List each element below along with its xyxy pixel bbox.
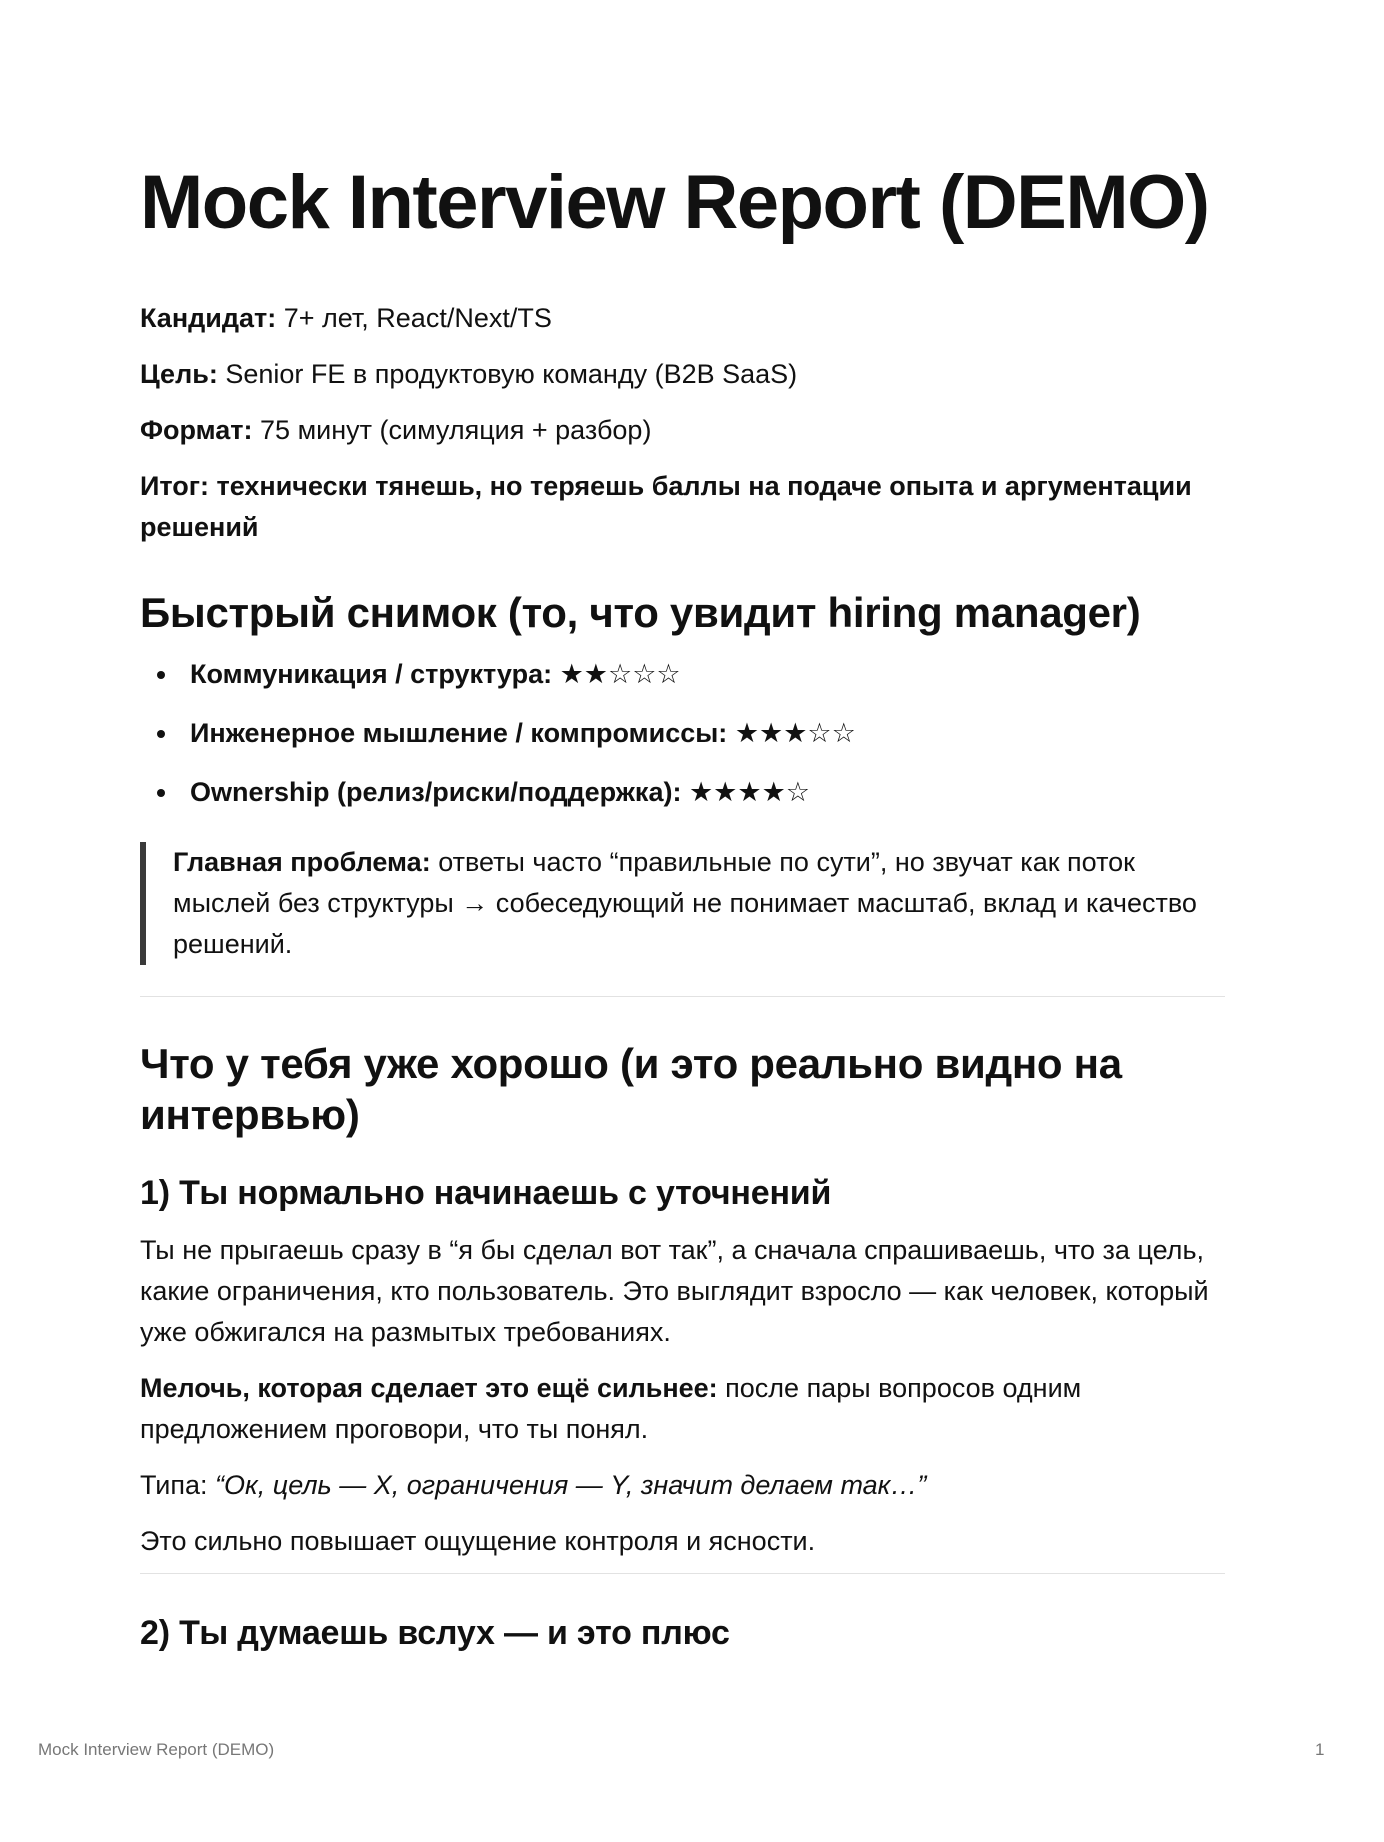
strength-1-conclusion: Это сильно повышает ощущение контроля и ясности. [140, 1526, 816, 1556]
snapshot-heading: Быстрый снимок (то, что увидит hiring manager) [140, 589, 1141, 636]
rating-stars: ★★★☆☆ [734, 718, 856, 748]
divider [140, 996, 1225, 997]
ratings-list [140, 654, 856, 831]
quote-label: Главная проблема: [173, 847, 431, 877]
quote-text: ответы часто “правильные по сути”, но звучат как поток мыслей без структуры → собеседующий не понимает масштаб, вклад и качество решений. [173, 847, 1197, 959]
main-problem-quote [140, 842, 1225, 965]
strength-1-tip [140, 1368, 1225, 1450]
rating-label: Ownership (релиз/риски/поддержка): [190, 777, 682, 807]
example-prefix: Типа: [140, 1470, 216, 1500]
strength-1-paragraph: Ты не прыгаешь сразу в “я бы сделал вот так”, а сначала спрашиваешь, что за цель, какие ограничения, кто пользователь. Это выглядит взросло — как человек, который уже обжигался на размытых требованиях. [140, 1235, 1209, 1347]
page-title: Mock Interview Report (DEMO) [140, 160, 1209, 245]
meta-goal-value: Senior FE в продуктовую команду (B2B SaaS) [217, 359, 798, 389]
example-text: “Ок, цель — X, ограничения — Y, значит делаем так…” [215, 1470, 927, 1500]
rating-stars: ★★☆☆☆ [559, 659, 681, 689]
meta-candidate-label: Кандидат: [140, 303, 277, 333]
meta-format [140, 410, 1225, 451]
meta-goal-label: Цель: [140, 359, 218, 389]
meta-format-label: Формат: [140, 415, 253, 445]
strength-1-example [140, 1465, 1225, 1506]
rating-label: Инженерное мышление / компромиссы: [190, 718, 728, 748]
meta-result-text: Итог: технически тянешь, но теряешь баллы на подаче опыта и аргументации решений [140, 471, 1192, 542]
divider [140, 1573, 1225, 1574]
meta-goal [140, 354, 1225, 395]
strength-1-body [140, 1230, 1225, 1577]
meta-result [140, 466, 1225, 548]
bullet-icon [157, 730, 165, 738]
meta-candidate-value: 7+ лет, React/Next/TS [276, 303, 552, 333]
list-item [140, 713, 856, 772]
footer-title: Mock Interview Report (DEMO) [38, 1740, 275, 1759]
bullet-icon [157, 671, 165, 679]
rating-label: Коммуникация / структура: [190, 659, 553, 689]
strengths-heading: Что у тебя уже хорошо (и это реально видно на интервью) [140, 1040, 1122, 1138]
strength-1-heading: 1) Ты нормально начинаешь с уточнений [140, 1174, 832, 1212]
meta-candidate [140, 298, 1225, 339]
strength-2-heading: 2) Ты думаешь вслух — и это плюс [140, 1614, 730, 1652]
tip-label: Мелочь, которая сделает это ещё сильнее: [140, 1373, 718, 1403]
rating-stars: ★★★★☆ [688, 777, 810, 807]
meta-block [140, 298, 1225, 563]
list-item [140, 772, 856, 831]
bullet-icon [157, 789, 165, 797]
strengths-section [140, 1038, 1225, 1140]
meta-format-value: 75 минут (симуляция + разбор) [252, 415, 652, 445]
page-number: 1 [1315, 1740, 1325, 1759]
tip-text: после пары вопросов одним предложением проговори, что ты понял. [140, 1373, 1082, 1444]
list-item [140, 654, 856, 713]
